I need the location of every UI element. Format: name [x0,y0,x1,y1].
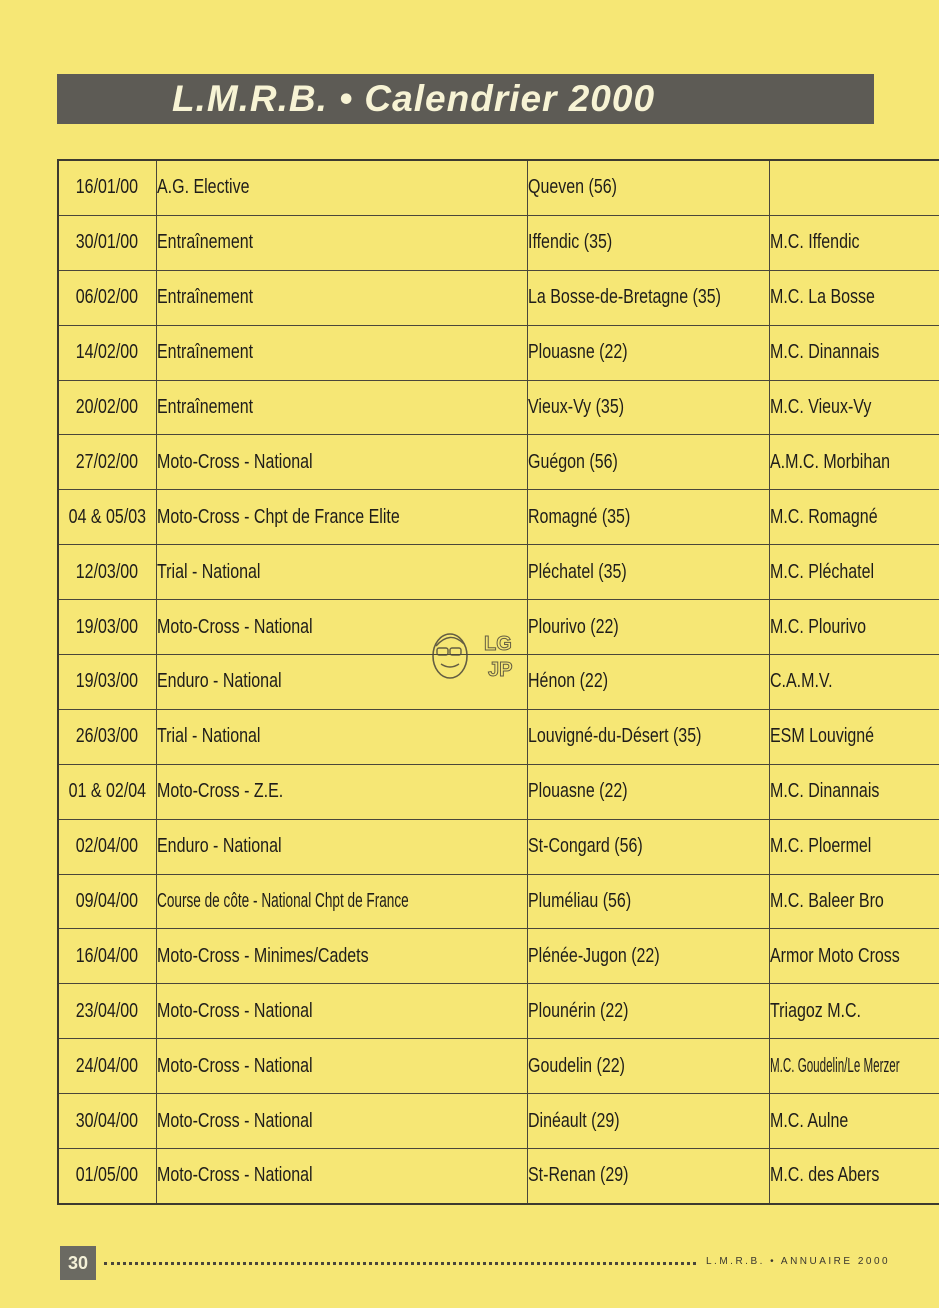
event-cell-text: Moto-Cross - National [156,1164,313,1187]
table-row [58,764,939,819]
event-cell [156,709,527,764]
club-cell [770,984,939,1039]
event-cell-text: Trial - National [156,560,261,583]
date-cell-text: 23/04/00 [76,999,139,1022]
place-cell-text: Dinéault (29) [527,1109,620,1132]
place-cell-text: Iffendic (35) [527,231,613,254]
club-cell [770,160,939,215]
club-cell-text: M.C. des Abers [770,1164,880,1187]
event-cell-text: Enduro - National [156,835,282,858]
date-cell-text: 26/03/00 [76,725,139,748]
date-cell-text: 19/03/00 [76,615,139,638]
date-cell [58,929,156,984]
date-cell [58,545,156,600]
event-cell-text: Entraînement [156,341,253,364]
event-cell-text: Moto-Cross - National [156,1054,313,1077]
table-row [58,984,939,1039]
club-cell [770,819,939,874]
club-cell-text: Armor Moto Cross [770,944,901,967]
place-cell [527,819,769,874]
event-cell [156,874,527,929]
date-cell [58,1039,156,1094]
date-cell [58,1094,156,1149]
place-cell-text: Plourivo (22) [527,615,619,638]
club-cell-text: M.C. Iffendic [770,231,860,254]
date-cell-text: 01/05/00 [76,1164,139,1187]
event-cell [156,215,527,270]
place-cell [527,215,769,270]
event-cell-text: Moto-Cross - National [156,450,313,473]
place-cell-text: Queven (56) [527,176,617,199]
club-cell-text: M.C. Plourivo [770,615,867,638]
date-cell [58,874,156,929]
place-cell [527,1149,769,1204]
date-cell-text: 19/03/00 [76,670,139,693]
place-cell [527,545,769,600]
place-cell [527,270,769,325]
club-cell-text: M.C. Goudelin/Le Merzer [770,1054,900,1077]
club-cell [770,874,939,929]
table-row [58,545,939,600]
date-cell [58,490,156,545]
watermark-logo [422,622,518,684]
event-cell-text: Entraînement [156,286,253,309]
event-cell-text: Course de côte - National Chpt de France [156,890,409,913]
table-row [58,160,939,215]
date-cell [58,709,156,764]
date-cell [58,600,156,655]
date-cell [58,435,156,490]
event-cell [156,435,527,490]
club-cell-text: M.C. La Bosse [770,286,876,309]
club-cell [770,435,939,490]
event-cell [156,984,527,1039]
event-cell [156,160,527,215]
table-row [58,1149,939,1204]
place-cell [527,984,769,1039]
place-cell-text: Plouasne (22) [527,341,628,364]
table-row [58,270,939,325]
page-title: L.M.R.B. • Calendrier 2000 [171,78,656,119]
club-cell-text: M.C. Ploermel [770,835,872,858]
club-cell [770,215,939,270]
club-cell [770,270,939,325]
svg-text:JP: JP [488,659,513,681]
table-row [58,325,939,380]
club-cell [770,380,939,435]
date-cell-text: 16/04/00 [76,944,139,967]
event-cell-text: Moto-Cross - National [156,615,313,638]
place-cell-text: Plénée-Jugon (22) [527,944,660,967]
date-cell-text: 09/04/00 [76,890,139,913]
place-cell [527,435,769,490]
date-cell [58,325,156,380]
event-cell [156,819,527,874]
club-cell [770,1039,939,1094]
event-cell [156,764,527,819]
event-cell [156,490,527,545]
event-cell-text: Moto-Cross - Minimes/Cadets [156,944,369,967]
footer-label: L.M.R.B. • ANNUAIRE 2000 [706,1256,891,1267]
table-row [58,929,939,984]
club-cell-text: M.C. Baleer Bro [770,890,885,913]
table-row [58,380,939,435]
club-cell-text: M.C. Aulne [770,1109,849,1132]
club-cell-text: A.M.C. Morbihan [770,450,891,473]
date-cell-text: 06/02/00 [76,286,139,309]
place-cell [527,929,769,984]
club-cell [770,600,939,655]
event-cell-text: Entraînement [156,396,253,418]
place-cell-text: Romagné (35) [527,505,631,528]
place-cell-text: Louvigné-du-Désert (35) [527,725,702,748]
club-cell [770,1094,939,1149]
club-cell-text: Triagoz M.C. [770,999,862,1022]
place-cell [527,490,769,545]
title-bar [57,74,874,124]
club-cell [770,325,939,380]
table-row [58,1094,939,1149]
place-cell-text: Plouasne (22) [527,780,628,803]
place-cell [527,764,769,819]
date-cell [58,655,156,710]
club-cell-text: C.A.M.V. [770,670,833,693]
place-cell-text: Vieux-Vy (35) [527,396,625,418]
event-cell-text: A.G. Elective [156,176,250,199]
place-cell [527,709,769,764]
date-cell [58,160,156,215]
event-cell [156,929,527,984]
club-cell-text: M.C. Dinannais [770,780,880,803]
place-cell [527,874,769,929]
club-cell [770,709,939,764]
event-cell-text: Moto-Cross - Z.E. [156,780,283,803]
place-cell [527,1094,769,1149]
date-cell [58,984,156,1039]
club-cell-text: M.C. Vieux-Vy [770,396,872,418]
date-cell [58,819,156,874]
date-cell-text: 20/02/00 [76,396,139,418]
place-cell [527,380,769,435]
table-row [58,874,939,929]
event-cell [156,1094,527,1149]
date-cell [58,764,156,819]
event-cell [156,545,527,600]
place-cell-text: Guégon (56) [527,450,618,473]
date-cell-text: 02/04/00 [76,835,139,858]
date-cell-text: 01 & 02/04 [68,780,147,803]
date-cell-text: 12/03/00 [76,560,139,583]
place-cell [527,655,769,710]
date-cell-text: 24/04/00 [76,1054,139,1077]
table-row [58,215,939,270]
event-cell-text: Moto-Cross - National [156,1109,313,1132]
footer-dotted-rule [104,1262,696,1265]
page-number: 30 [60,1246,96,1280]
event-cell-text: Entraînement [156,231,253,254]
club-cell [770,655,939,710]
place-cell-text: Pléchatel (35) [527,560,627,583]
event-cell [156,380,527,435]
place-cell [527,1039,769,1094]
date-cell-text: 14/02/00 [76,341,139,364]
place-cell-text: Pluméliau (56) [527,890,632,913]
table-row [58,819,939,874]
place-cell-text: St-Renan (29) [527,1164,629,1187]
event-cell [156,1149,527,1204]
place-cell [527,160,769,215]
event-cell-text: Trial - National [156,725,261,748]
event-cell-text: Enduro - National [156,670,282,693]
place-cell-text: Goudelin (22) [527,1054,625,1077]
club-cell [770,764,939,819]
event-cell [156,270,527,325]
date-cell-text: 04 & 05/03 [68,505,147,528]
club-cell [770,1149,939,1204]
place-cell-text: St-Congard (56) [527,835,643,858]
club-cell [770,490,939,545]
table-row [58,1039,939,1094]
event-cell-text: Moto-Cross - National [156,999,313,1022]
table-row [58,490,939,545]
date-cell-text: 30/04/00 [76,1109,139,1132]
date-cell [58,215,156,270]
event-cell-text: Moto-Cross - Chpt de France Elite [156,505,400,528]
place-cell-text: Hénon (22) [527,670,609,693]
watermark-text: LG [484,633,512,655]
event-cell [156,325,527,380]
place-cell-text: La Bosse-de-Bretagne (35) [527,286,721,309]
date-cell-text: 27/02/00 [76,450,139,473]
place-cell [527,325,769,380]
place-cell-text: Plounérin (22) [527,999,629,1022]
date-cell [58,1149,156,1204]
club-cell-text: M.C. Pléchatel [770,560,875,583]
date-cell [58,380,156,435]
club-cell-text: ESM Louvigné [770,725,875,748]
date-cell-text: 30/01/00 [76,231,139,254]
date-cell [58,270,156,325]
event-cell [156,1039,527,1094]
table-row [58,435,939,490]
club-cell-text: M.C. Romagné [770,505,878,528]
place-cell [527,600,769,655]
table-row [58,709,939,764]
club-cell-text: M.C. Dinannais [770,341,880,364]
club-cell [770,929,939,984]
date-cell-text: 16/01/00 [76,176,139,199]
club-cell [770,545,939,600]
